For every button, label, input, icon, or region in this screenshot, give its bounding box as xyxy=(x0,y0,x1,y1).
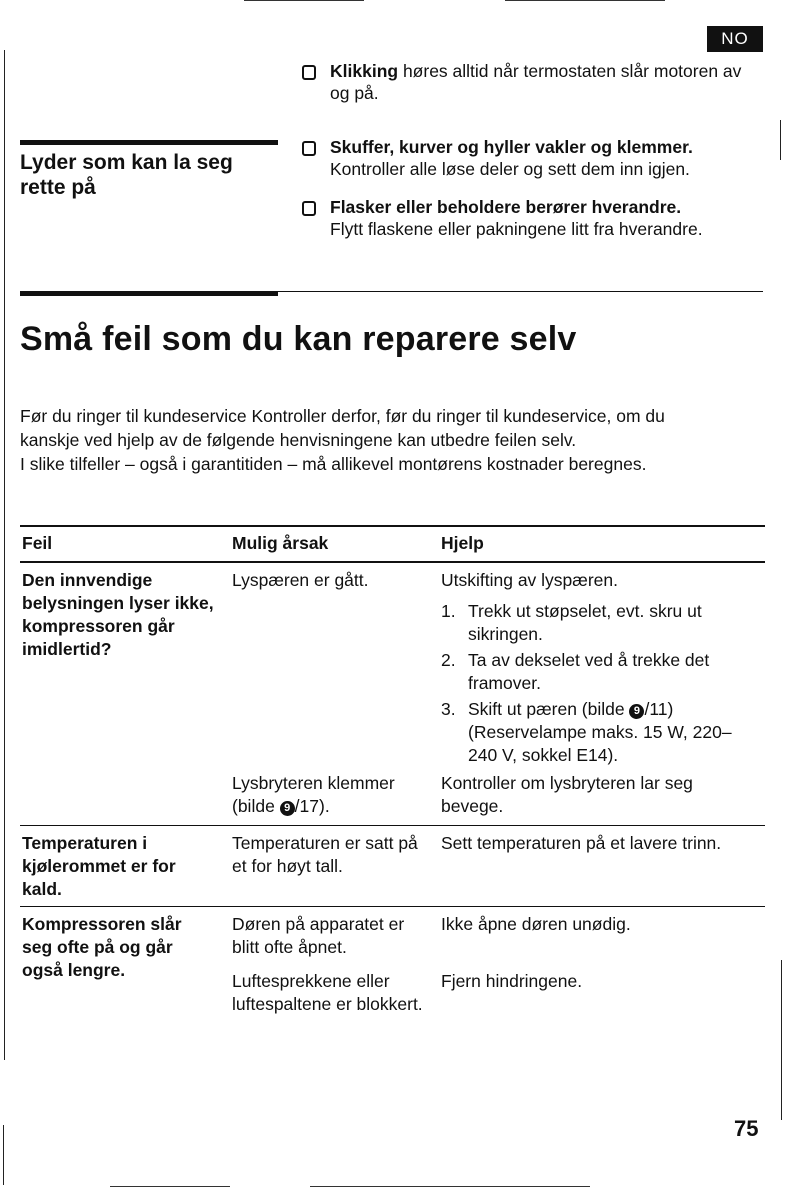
right-margin-line-lower xyxy=(781,960,782,1120)
bullet-rest: Flytt flaskene eller pakningene litt fra hverandre. xyxy=(330,219,703,239)
help-check-switch: Kontroller om lysbryteren lar seg bevege. xyxy=(441,773,693,816)
bullet-rest: høres alltid når termostaten slår motoren av og på. xyxy=(330,61,742,103)
bullet-text xyxy=(330,136,758,180)
help-remove-obstructions: Fjern hindringene. xyxy=(441,971,583,991)
cause-door-opened: Døren på apparatet er blitt ofte åpnet. xyxy=(232,914,405,957)
language-badge: NO xyxy=(707,26,763,52)
row-divider xyxy=(20,906,765,907)
page-number: 75 xyxy=(734,1116,759,1141)
bullet-drawers xyxy=(302,136,758,180)
main-section-rule-thin xyxy=(278,291,763,292)
left-margin-line xyxy=(4,50,5,1060)
step-text-pre: Skift ut pæren (bilde xyxy=(468,699,630,719)
top-edge-dash xyxy=(505,0,665,1)
bullet-lead: Skuffer, kurver og hyller vakler og klemmer. xyxy=(330,137,693,157)
step-text-post: /11) (Reservelampe maks. 15 W, 220–240 V, sokkel E14). xyxy=(468,699,732,765)
step-item xyxy=(441,698,756,767)
right-margin-line xyxy=(780,120,781,160)
left-margin-line-lower xyxy=(3,1125,4,1185)
sounds-section-rule xyxy=(20,140,278,145)
main-section-rule-thick xyxy=(20,291,278,296)
checkbox-square-icon xyxy=(302,141,316,156)
step-text: Trekk ut støpselet, evt. skru ut sikringen. xyxy=(468,601,702,644)
step-text: Ta av dekselet ved å trekke det framover. xyxy=(468,650,710,693)
fault-compressor-often: Kompressoren slår seg ofte på og går også lengre. xyxy=(22,914,182,980)
intro-line: I slike tilfeller – også i garantitiden – må allikevel montørens kostnader beregnes. xyxy=(20,454,647,474)
table-top-rule xyxy=(20,525,765,527)
help-intro: Utskifting av lyspæren. xyxy=(441,570,619,590)
help-dont-open-door: Ikke åpne døren unødig. xyxy=(441,914,631,934)
bullet-text xyxy=(330,60,758,104)
page-title: Små feil som du kan reparere selv xyxy=(20,320,577,358)
bullet-rest: Kontroller alle løse deler og sett dem inn igjen. xyxy=(330,159,690,179)
figure-number-icon: 9 xyxy=(280,801,295,816)
bullet-bottles xyxy=(302,196,758,240)
step-number: 3. xyxy=(441,699,456,719)
fault-light-not-working: Den innvendige belysningen lyser ikke, kompressoren går imidlertid? xyxy=(22,570,214,659)
cause-temp-too-high: Temperaturen er satt på et for høyt tall. xyxy=(232,833,418,876)
step-number: 2. xyxy=(441,650,456,670)
bullet-clicking xyxy=(302,60,758,104)
top-edge-dash xyxy=(244,0,364,1)
step-number: 1. xyxy=(441,601,456,621)
header-help: Hjelp xyxy=(441,533,484,553)
cause-text-pre: Lysbryteren klemmer (bilde xyxy=(232,773,395,816)
help-replace-bulb xyxy=(441,569,756,770)
bullet-lead: Flasker eller beholdere berører hverandre. xyxy=(330,197,682,217)
sounds-heading: Lyder som kan la seg rette på xyxy=(20,151,233,199)
step-item xyxy=(441,600,756,646)
bottom-edge-dash xyxy=(310,1186,590,1187)
cause-text-post: /17). xyxy=(294,796,330,816)
bullet-lead: Klikking xyxy=(330,61,399,81)
intro-line: Før du ringer til kundeservice Kontroller derfor, før du ringer til kundeservice, om du xyxy=(20,406,665,426)
bullet-text xyxy=(330,196,758,240)
row-divider xyxy=(20,825,765,826)
help-lower-temp: Sett temperaturen på et lavere trinn. xyxy=(441,833,722,853)
checkbox-square-icon xyxy=(302,201,316,216)
intro-line: kanskje ved hjelp av de følgende henvisningene kan utbedre feilen selv. xyxy=(20,430,577,450)
cause-bulb-blown: Lyspæren er gått. xyxy=(232,570,369,590)
cause-vents-blocked: Luftesprekkene eller luftespaltene er blokkert. xyxy=(232,971,423,1014)
header-fault: Feil xyxy=(22,533,53,553)
step-text xyxy=(468,698,756,767)
checkbox-square-icon xyxy=(302,65,316,80)
intro-paragraph xyxy=(20,404,760,476)
header-cause: Mulig årsak xyxy=(232,533,329,553)
figure-number-icon: 9 xyxy=(629,704,644,719)
replacement-steps xyxy=(441,600,756,767)
bottom-edge-dash xyxy=(110,1186,230,1187)
step-item xyxy=(441,649,756,695)
cause-switch-stuck xyxy=(232,772,427,818)
fault-too-cold: Temperaturen i kjølerommet er for kald. xyxy=(22,833,176,899)
table-header-rule xyxy=(20,561,765,563)
